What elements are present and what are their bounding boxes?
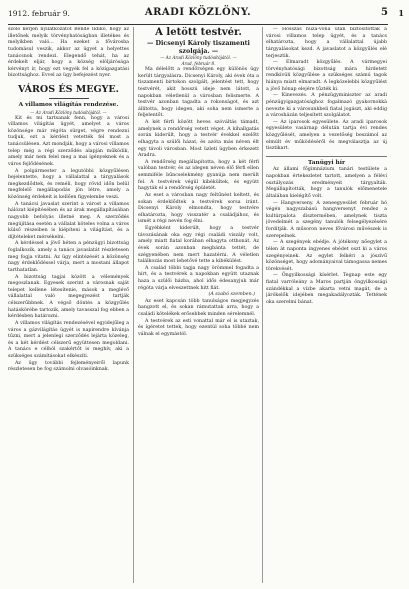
article-byline: — Az Aradi Közlöny tudósítójától. —	[30, 109, 107, 115]
column-divider	[262, 27, 263, 583]
article-title: A letött testvér.	[155, 27, 242, 38]
news-item: — Hosszas huza-vona után biztosították a városi villamos telep ügyét, és a tanács elhatározta, hogy a vállalattal újabb tárgyalásokat kezd. A javaslatot a közgyűlés elé terjesztik.	[266, 27, 387, 59]
news-item: — A szegények ebédje. A jótékony nőegylet a télen át naponta ingyenes ebédet oszt ki a város szegényeinek. Az egylet felkéri a jószívű közönséget, hogy adományaival támogassa nemes törekvését.	[266, 240, 387, 272]
article-paragraph: A polgármester a legutóbbi közgyűlésen bejelentette, hogy a vállalattal a tárgyalások megkezdődtek, és reméli, hogy rövid időn belül megfelelő megállapodás jön létre, amely a közönség érdekeit is kellően figyelembe veszi.	[8, 168, 129, 200]
article-paragraph: Az eset kapcsán több tanulságos megjegyzés hangzott el, és sokan rámutattak arra, hogy a családi kötelékek erősebbek minden sérelemnél.	[138, 298, 259, 318]
block-title: Tanügyi hír	[307, 159, 346, 166]
article-signature: (A szabó szemben.)	[208, 292, 255, 298]
issue-date: 1912. február 9.	[8, 9, 70, 18]
page-number: 5	[381, 7, 388, 18]
news-item: — Elmaradt közgyűlés. A vármegyei törvényhatósági bizottság mára hirdetett rendkívüli közgyűlése a szükséges számú tagok hiánya miatt elmaradt. A legközelebbi közgyűlést a jövő hónap elejére tűzték ki.	[266, 60, 387, 92]
margin-mark: 1	[398, 8, 404, 18]
article-byline: — Az Aradi Közlöny tudósítójától. —	[160, 55, 237, 60]
article-paragraph: A család többi tagja nagy örömmel fogadta a hírt, és a testvérek a napokban együtt utaznak haza a szülői házba, ahol idős édesanyjuk már régóta várja elveszettnek hitt fiát.	[138, 265, 259, 291]
article-paragraph: Kit és mi tartsanak fenn, hogy a városi villamos világítás ügyét, amelyet a város közönsége már régóta sürget, végre rendezni tudjuk, ezt a kérdést vetették fel most a tanácsülésen. Azt mondják, hogy a városi villamos telep még a régi szerződés alapján működik, amely már nem felel meg a mai igényeknek és a város fejlődésének.	[8, 115, 129, 167]
section-divider	[266, 156, 387, 157]
header-rule	[8, 24, 388, 25]
news-item: — Kinevezés. A pénzügyminiszter az aradi pénzügyigazgatósághoz fogalmazó gyakornokká nevezte ki a városunkbeli fiatal jogászt, aki eddig a városházán teljesített szolgálatot.	[266, 93, 387, 119]
article-paragraph: A rendőrség megállapította, hogy a két férfi valóban testvér, és az idegen néven élő férfi ellen semmiféle bűncselekmény gyanúja nem merült fel. A testvérek végül kibékültek, és együtt hagyták el a rendőrség épületét.	[138, 159, 259, 192]
news-item: Az állami főgimnázium tanári testülete a napokban értekezletet tartott, amelyen a félévi osztályozás eredményeit tárgyalták. Megállapították, hogy a tanulók előmenetele általában kielégítő volt.	[266, 167, 387, 199]
column-middle	[138, 27, 259, 585]
article-paragraph: A kérdéssel a jövő héten a pénzügyi bizottság foglalkozik, amely a tanács javaslatát részletesen meg fogja vitatni. Az ügy elintézését a közönség nagy érdeklődéssel várja, mert a mostani állapot tarthatatlan.	[8, 241, 129, 273]
article-paragraph: Egyébként kiderült, hogy a testvér távozásának oka egy régi családi viszály volt, amely miatt fiatal korában elhagyta otthonát. Az évek során azonban megbánta tettét, de szégyenében nem mert hazatérni. A véletlen találkozás most lehetővé tette a kibékülést.	[138, 226, 259, 265]
continued-paragraph: szóló kérjen nyilatkozatot Bende Ildikó, hogy az illetőnek melyik törvényhatóságban illetékes és melyikben való... Ha ezeket a fővárosba tudomásul veszik, akkor az ügyet a helyettes tanácsnok rendezi. Elegendő tehát, ha az érdekelt eljár, hogy a község elöljárósága kérvényt ír, hogy ezt vegyék fel a közigazgatási bizottsághoz. Evvel az ügy befejezést nyer.	[8, 27, 129, 79]
news-item: — Hangverseny. A zeneegyesület február hó végén nagyszabású hangversenyt rendez a kultúrpalota dísztermében, amelynek tiszta jövedelmét a szegény tanulók felsegélyezésére fordítják. A műsoron neves fővárosi művészek is szerepelnek.	[266, 200, 387, 239]
section-title: VÁROS ÉS MEGYE.	[18, 84, 119, 95]
section-divider	[49, 98, 89, 99]
article-subtitle: — Dicsenyi Károly tiszamenti szolgája. —	[147, 40, 250, 55]
newspaper-title: ARADI KÖZLÖNY.	[144, 7, 252, 18]
article-dateline: Arad, február 8.	[181, 61, 216, 66]
article-paragraph: A két férfi között heves szóváltás támadt, amelynek a rendőrség vetett véget. A kihallgatás során kiderült, hogy a testvér évekkel ezelőtt elhagyta a szülői házat, és azóta más néven élt egy távoli városban. Most üzleti ügyben érkezett Aradra.	[138, 120, 259, 159]
article-title: A villamos világítás rendezése.	[18, 102, 119, 108]
article-paragraph: Az ügy további fejleményeiről lapunk részletesen be fog számolni olvasóinknak.	[8, 360, 129, 373]
article-paragraph: Az eset a városban nagy feltűnést keltett, és sokan érdeklődtek a testvérek sorsa iránt. Dicsenyi Károly elmondta, hogy testvére elhatározta, hogy visszatér a családjához, és ismét a régi nevén fog élni.	[138, 192, 259, 225]
article-paragraph: A villamos világítás rendezésével egyidejűleg a város a gázvilágítás ügyét is napirendre kívánja tűzni, mert a jelenlegi szerződés lejárta közeleg, és a két kérdést célszerű együttesen megoldani. A tanács e célból szakértőt is meghív, aki a szükséges számításokat elkészíti.	[8, 320, 129, 359]
column-divider	[133, 27, 134, 583]
news-item: — Öngyilkossági kísérlet. Tegnap este egy fiatal varróleány a Maros partján öngyilkossági szándékkal a vízbe akarta vetni magát, de a járókelők idejében megakadályozták. Tettének oka szerelmi bánat.	[266, 273, 387, 305]
article-paragraph: A tanácsi javaslat szerint a várost a villamos hálózat kiépítésében és az árak megállapításában nagyobb befolyás illetné meg. A szerződés megújítása esetén a vállalat köteles volna a város külső részeiben is kiépíteni a világítást, és a díjtételeket mérsékelni.	[8, 201, 129, 240]
article-paragraph: A testvérek az esti vonattal már el is utaztak, és ígéretet tettek, hogy ezentúl soha többé nem válnak el egymástól.	[138, 318, 259, 337]
column-right	[266, 27, 387, 585]
article-paragraph: Ma délelőtt a rendőrségen egy különös ügy került tárgyalásra. Dicsenyi Károly, aki évek óta a tiszamenti birtokon szolgált, jelentést tett, hogy testvérét, akit hosszú ideje nem látott, a napokban véletlenül a városban felismerte. A testvér azonban tagadta a rokonságot, és azt állította, hogy idegen, aki soha nem ismerte a feljelentőt.	[138, 67, 259, 119]
column-left	[8, 27, 129, 585]
article-paragraph: A bizottság tagjai között a vélemények megoszlanak. Egyesek szerint a városnak saját telepet kellene létesítenie, mások a meglévő vállalattal való megegyezést tartják célszerűbbnek. A végső döntés a közgyűlés hatáskörébe tartozik, amely tavasszal fog ebben a kérdésben határozni.	[8, 274, 129, 320]
news-item: — Az iparosok egyesülete. Az aradi iparosok egyesülete vasárnap délután tartja évi rendes közgyűlését, amelyen a vezetőség beszámol az elmúlt év működéséről és megválasztja az új tisztikart.	[266, 119, 387, 152]
page-header	[8, 5, 388, 22]
